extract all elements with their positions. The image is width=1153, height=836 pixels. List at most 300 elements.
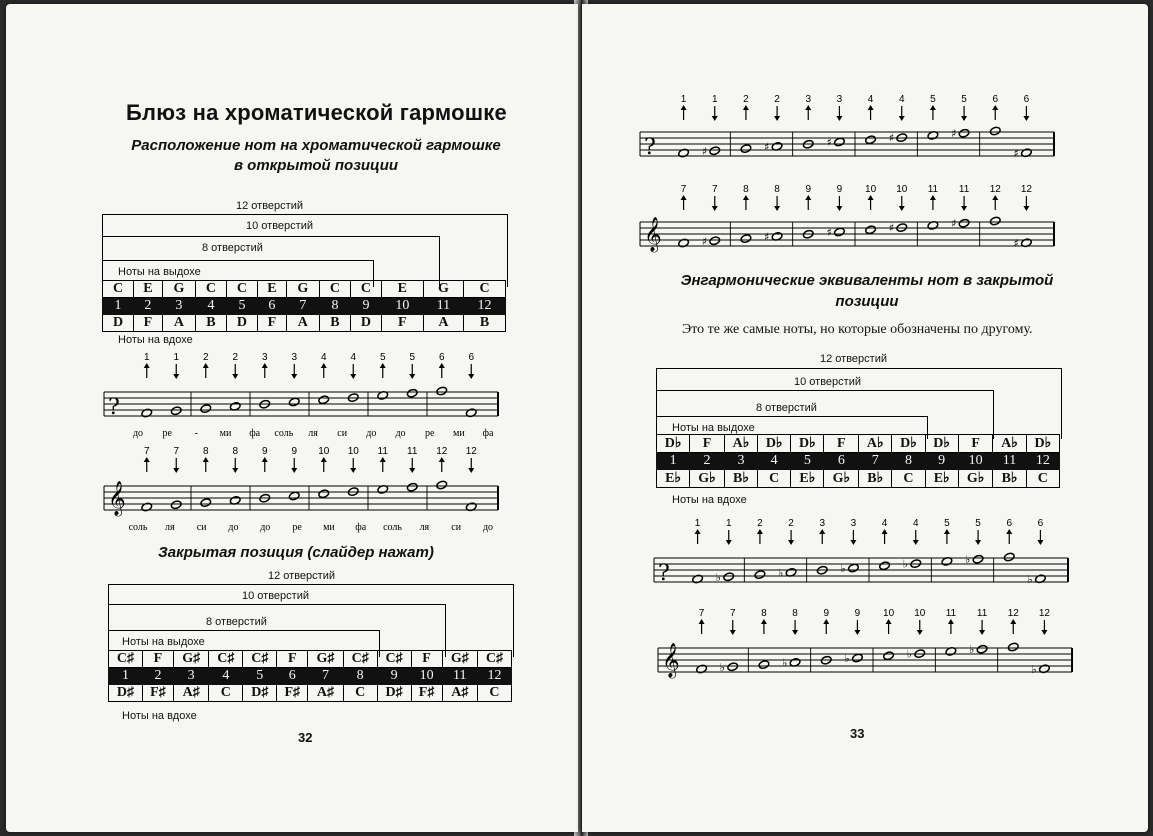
arrow-head: [917, 630, 923, 635]
num-cell: 11: [423, 298, 463, 315]
arrow-head: [836, 116, 842, 121]
hole-number: 10: [347, 446, 359, 457]
arrow-head: [992, 195, 998, 200]
arrow-head: [868, 195, 874, 200]
draw-cell: A♯: [308, 685, 343, 702]
staff-open-2: [102, 444, 502, 534]
treble-clef-icon: 𝄞: [662, 643, 680, 678]
hole-number: 7: [711, 184, 718, 195]
solfege-label: соль: [128, 522, 148, 533]
blow-cell: C♯: [477, 651, 511, 668]
hole-number: 1: [711, 94, 718, 105]
hole-number: 8: [232, 446, 239, 457]
blow-cell: F: [411, 651, 442, 668]
hole-number: 12: [989, 184, 1001, 195]
arrow-head: [468, 468, 474, 473]
draw-cell: B♭: [993, 470, 1026, 488]
blow-cell: E: [381, 281, 423, 298]
label-8-holes-enh: 8 отверстий: [756, 402, 817, 414]
arrow-head: [350, 468, 356, 473]
arrow-head: [468, 374, 474, 379]
page-title: Блюз на хроматической гармошке: [126, 100, 507, 125]
blow-cell: G♯: [308, 651, 343, 668]
arrow-head: [232, 468, 238, 473]
whole-note: [972, 554, 984, 564]
sharp-icon: ♯: [764, 230, 770, 244]
label-8-holes: 8 отверстий: [202, 242, 263, 254]
whole-note: [436, 386, 448, 396]
hole-number: 11: [377, 446, 388, 457]
draw-cell: F♯: [411, 685, 442, 702]
whole-note: [865, 225, 877, 235]
hole-number: 1: [694, 518, 701, 529]
arrow-head: [761, 619, 767, 624]
num-cell: 9: [377, 668, 411, 685]
draw-cell: C: [209, 685, 243, 702]
hole-number: 2: [202, 352, 209, 363]
arrow-head: [439, 363, 445, 368]
arrow-head: [854, 630, 860, 635]
arrow-head: [944, 529, 950, 534]
enharmonic-subtitle: Энгармонические эквиваленты нот в закрытой: [680, 272, 1054, 289]
whole-note: [976, 644, 988, 654]
arrow-head: [350, 374, 356, 379]
arrow-head: [203, 363, 209, 368]
blow-cell: C♯: [377, 651, 411, 668]
sharp-icon: ♯: [888, 221, 895, 235]
whole-note: [723, 572, 735, 582]
draw-cell: A: [286, 315, 319, 332]
arrow-head: [1023, 116, 1029, 121]
draw-cell: E♭: [791, 470, 824, 488]
solfege-label: до: [366, 428, 377, 439]
hole-number: 3: [291, 352, 298, 363]
blow-cell: D♭: [925, 435, 958, 453]
hole-number: 9: [291, 446, 298, 457]
flat-icon: ♭: [906, 647, 912, 661]
hole-number: 4: [881, 518, 888, 529]
hole-number: 8: [743, 184, 749, 195]
arrow-head: [291, 468, 297, 473]
whole-note: [740, 144, 752, 154]
hole-number: 1: [173, 352, 180, 363]
arrow-head: [819, 529, 825, 534]
arrow-head: [992, 105, 998, 110]
hole-number: 8: [761, 608, 767, 619]
num-cell: 4: [195, 298, 226, 315]
blow-cell: G: [423, 281, 463, 298]
whole-note: [865, 135, 877, 145]
whole-note: [318, 395, 330, 405]
draw-cell: C: [343, 685, 377, 702]
arrow-head: [805, 195, 811, 200]
label-10-holes: 10 отверстий: [246, 220, 313, 232]
hole-number: 10: [865, 184, 877, 195]
draw-cell: D: [226, 315, 257, 332]
hole-number: 5: [975, 518, 981, 529]
solfege-label: си: [337, 428, 348, 439]
page-number: 32: [298, 730, 313, 745]
flat-icon: ♭: [965, 553, 971, 567]
arrow-head: [899, 206, 905, 211]
draw-cell: E♭: [925, 470, 958, 488]
draw-cell: A: [162, 315, 195, 332]
hole-number: 1: [725, 518, 732, 529]
solfege-label: си: [196, 522, 207, 533]
hole-number: 10: [883, 608, 895, 619]
closed-position-table: [108, 650, 512, 702]
blow-cell: D♭: [1026, 435, 1059, 453]
whole-note: [834, 137, 846, 147]
blow-cell: G: [162, 281, 195, 298]
num-cell: 8: [892, 453, 925, 470]
arrow-head: [886, 619, 892, 624]
flat-icon: ♭: [840, 562, 846, 575]
hole-number: 11: [976, 608, 988, 619]
solfege-label: ля: [419, 522, 430, 533]
hole-number: 3: [805, 94, 812, 105]
hole-number: 6: [1023, 94, 1030, 105]
table-row-blow: [103, 281, 506, 298]
arrow-head: [823, 619, 829, 624]
whole-note: [883, 651, 895, 661]
whole-note: [709, 146, 721, 156]
hole-number: 12: [1038, 608, 1050, 619]
table-row-blow: [109, 651, 512, 668]
label-12-holes: 12 отверстий: [236, 200, 303, 212]
arrow-head: [805, 105, 811, 110]
hole-number: 4: [867, 94, 874, 105]
num-cell: 6: [277, 668, 308, 685]
solfege-label: соль: [383, 522, 402, 533]
hole-number: 1: [680, 94, 687, 105]
hole-number: 6: [468, 352, 475, 363]
arrow-head: [913, 540, 919, 545]
enharmonic-table: [656, 434, 1060, 488]
arrow-head: [774, 206, 780, 211]
blow-cell: A♭: [859, 435, 892, 453]
flat-icon: ♭: [778, 566, 784, 580]
hole-number: 5: [409, 352, 416, 363]
solfege-label: си: [451, 522, 462, 533]
draw-cell: F♯: [277, 685, 308, 702]
num-cell: 1: [103, 298, 134, 315]
draw-cell: F: [257, 315, 286, 332]
sharp-icon: ♯: [701, 234, 708, 248]
staff-closed-2: [638, 182, 1058, 262]
staff-open-1: [102, 350, 502, 440]
left-page: [6, 4, 578, 832]
blow-cell: G♯: [442, 651, 477, 668]
blow-cell: D♭: [791, 435, 824, 453]
arrow-head: [961, 116, 967, 121]
arrow-head: [836, 206, 842, 211]
arrow-head: [899, 116, 905, 121]
whole-note: [879, 561, 891, 571]
arrow-head: [712, 116, 718, 121]
arrow-head: [961, 206, 967, 211]
hole-number: 12: [465, 446, 477, 457]
label-8-holes-closed: 8 отверстий: [206, 616, 267, 628]
blow-cell: E: [134, 281, 163, 298]
open-position-table: [102, 280, 506, 332]
hole-number: 7: [680, 184, 687, 195]
hole-number: 2: [232, 352, 239, 363]
arrow-head: [173, 468, 179, 473]
label-10-holes-closed: 10 отверстий: [242, 590, 309, 602]
hole-number: 6: [1006, 518, 1013, 529]
num-cell: 5: [226, 298, 257, 315]
num-cell: 3: [162, 298, 195, 315]
num-cell: 2: [134, 298, 163, 315]
draw-cell: D♯: [377, 685, 411, 702]
flat-icon: ♭: [719, 660, 725, 674]
arrow-head: [975, 540, 981, 545]
draw-cell: G♭: [690, 470, 725, 488]
hole-number: 2: [757, 518, 763, 529]
draw-cell: E♭: [657, 470, 690, 488]
arrow-head: [144, 363, 150, 368]
arrow-head: [380, 363, 386, 368]
label-blow-closed: Ноты на выдохе: [122, 636, 205, 648]
whole-note: [200, 498, 212, 508]
whole-note: [848, 563, 860, 573]
draw-cell: D: [350, 315, 381, 332]
whole-note: [406, 482, 418, 492]
whole-note: [406, 388, 418, 398]
num-cell: 9: [925, 453, 958, 470]
arrow-head: [439, 457, 445, 462]
whole-note: [758, 660, 770, 670]
hole-number: 5: [379, 352, 386, 363]
arrow-head: [321, 457, 327, 462]
solfege-label: фа: [249, 428, 261, 439]
blow-cell: E: [257, 281, 286, 298]
hole-number: 4: [912, 518, 919, 529]
draw-cell: B♭: [724, 470, 757, 488]
solfege-label: -: [194, 428, 199, 439]
hole-number: 12: [1020, 184, 1032, 195]
blow-cell: A♭: [724, 435, 757, 453]
blow-cell: C♯: [243, 651, 277, 668]
solfege-label: до: [260, 522, 271, 533]
sharp-icon: ♯: [764, 140, 770, 154]
sharp-icon: ♯: [951, 217, 957, 231]
whole-note: [1007, 642, 1019, 652]
draw-cell: A: [423, 315, 463, 332]
flat-icon: ♭: [902, 557, 908, 571]
arrow-head: [743, 195, 749, 200]
table-row-draw: [109, 685, 512, 702]
blow-cell: F: [690, 435, 725, 453]
enharmonic-subtitle-line2: позиции: [835, 293, 899, 310]
draw-cell: F: [134, 315, 163, 332]
solfege-label: ми: [323, 522, 335, 533]
arrow-head: [321, 363, 327, 368]
arrow-head: [695, 529, 701, 534]
draw-cell: G♭: [824, 470, 859, 488]
solfege-label: ре: [162, 428, 172, 439]
right-page: [582, 4, 1148, 832]
closed-position-subtitle: Закрытая позиция (слайдер нажат): [158, 544, 434, 561]
draw-cell: D: [103, 315, 134, 332]
whole-note: [852, 653, 864, 663]
sharp-icon: ♯: [1013, 236, 1019, 250]
draw-cell: A♯: [173, 685, 208, 702]
hole-number: 10: [318, 446, 330, 457]
hole-number: 9: [805, 184, 812, 195]
staff-enh-1: [652, 516, 1072, 596]
open-position-subtitle-line2: в открытой позиции: [233, 157, 399, 174]
num-cell: 11: [993, 453, 1026, 470]
staff-closed-1: [638, 92, 1058, 172]
label-10-holes-enh: 10 отверстий: [794, 376, 861, 388]
hole-number: 3: [261, 352, 268, 363]
num-cell: 6: [257, 298, 286, 315]
num-cell: 3: [724, 453, 757, 470]
arrow-head: [1010, 619, 1016, 624]
arrow-head: [743, 105, 749, 110]
flat-icon: ♭: [1031, 662, 1037, 676]
arrow-head: [144, 457, 150, 462]
hole-number: 1: [143, 352, 150, 363]
num-cell: 8: [343, 668, 377, 685]
draw-cell: G♭: [958, 470, 993, 488]
blow-cell: C: [464, 281, 506, 298]
draw-cell: D♯: [109, 685, 143, 702]
draw-cell: C: [892, 470, 925, 488]
whole-note: [958, 128, 970, 138]
num-cell: 11: [442, 668, 477, 685]
hole-number: 10: [896, 184, 908, 195]
blow-cell: A♭: [993, 435, 1026, 453]
flat-icon: ♭: [844, 652, 850, 665]
hole-number: 3: [850, 518, 857, 529]
bass-clef-icon: ?: [108, 395, 120, 420]
arrow-head: [979, 630, 985, 635]
sharp-icon: ♯: [701, 144, 708, 158]
num-cell: 4: [758, 453, 791, 470]
arrow-head: [712, 206, 718, 211]
arrow-head: [1041, 630, 1047, 635]
num-cell: 12: [464, 298, 506, 315]
hole-number: 7: [698, 608, 705, 619]
num-cell: 7: [308, 668, 343, 685]
num-cell: 2: [142, 668, 173, 685]
draw-cell: B: [195, 315, 226, 332]
arrow-head: [203, 457, 209, 462]
arrow-head: [291, 374, 297, 379]
flat-icon: ♭: [1027, 572, 1033, 586]
num-cell: 12: [1026, 453, 1059, 470]
hole-number: 4: [898, 94, 905, 105]
sharp-icon: ♯: [951, 127, 957, 141]
blow-cell: F: [824, 435, 859, 453]
table-row-num: [657, 453, 1060, 470]
whole-note: [958, 218, 970, 228]
hole-number: 9: [836, 184, 843, 195]
table-row-blow: [657, 435, 1060, 453]
hole-number: 8: [792, 608, 798, 619]
whole-note: [288, 491, 300, 501]
hole-number: 9: [261, 446, 268, 457]
hole-number: 4: [350, 352, 357, 363]
hole-number: 7: [143, 446, 150, 457]
hole-number: 9: [823, 608, 830, 619]
blow-cell: C: [319, 281, 350, 298]
hole-number: 3: [836, 94, 843, 105]
hole-number: 8: [202, 446, 209, 457]
arrow-head: [173, 374, 179, 379]
arrow-head: [380, 457, 386, 462]
arrow-head: [1006, 529, 1012, 534]
num-cell: 2: [690, 453, 725, 470]
sharp-icon: ♯: [826, 226, 832, 239]
arrow-head: [1023, 206, 1029, 211]
blow-cell: C♯: [109, 651, 143, 668]
hole-number: 11: [407, 446, 418, 457]
hole-number: 3: [819, 518, 826, 529]
sharp-icon: ♯: [826, 136, 832, 149]
num-cell: 7: [286, 298, 319, 315]
solfege-label: ля: [308, 428, 318, 439]
hole-number: 10: [914, 608, 926, 619]
whole-note: [989, 216, 1001, 226]
arrow-head: [774, 116, 780, 121]
solfege-label: ми: [452, 428, 465, 439]
num-cell: 6: [824, 453, 859, 470]
solfege-label: ре: [424, 428, 435, 439]
whole-note: [1003, 552, 1015, 562]
label-blow: Ноты на выдохе: [118, 266, 201, 278]
solfege-label: до: [132, 428, 144, 439]
whole-note: [709, 236, 721, 246]
blow-cell: D♭: [892, 435, 925, 453]
label-draw-closed: Ноты на вдохе: [122, 710, 197, 722]
whole-note: [989, 126, 1001, 136]
arrow-head: [1037, 540, 1043, 545]
draw-cell: A♯: [442, 685, 477, 702]
draw-cell: B♭: [859, 470, 892, 488]
arrow-head: [681, 105, 687, 110]
label-draw: Ноты на вдохе: [118, 334, 193, 346]
whole-note: [727, 662, 739, 672]
hole-number: 12: [1007, 608, 1019, 619]
arrow-head: [930, 195, 936, 200]
num-cell: 10: [381, 298, 423, 315]
num-cell: 5: [243, 668, 277, 685]
draw-cell: D♯: [243, 685, 277, 702]
draw-cell: B: [319, 315, 350, 332]
num-cell: 7: [859, 453, 892, 470]
blow-cell: F: [142, 651, 173, 668]
arrow-head: [262, 457, 268, 462]
blow-cell: C: [226, 281, 257, 298]
solfege-label: ля: [165, 522, 175, 533]
whole-note: [436, 480, 448, 490]
arrow-head: [681, 195, 687, 200]
hole-number: 2: [788, 518, 794, 529]
num-cell: 10: [411, 668, 442, 685]
draw-cell: B: [464, 315, 506, 332]
solfege-label: фа: [355, 522, 367, 533]
whole-note: [318, 489, 330, 499]
table-row-num: [103, 298, 506, 315]
staff-enh-2: [656, 606, 1076, 686]
whole-note: [170, 406, 182, 416]
treble-clef-icon: 𝄞: [108, 481, 126, 516]
whole-note: [170, 500, 182, 510]
